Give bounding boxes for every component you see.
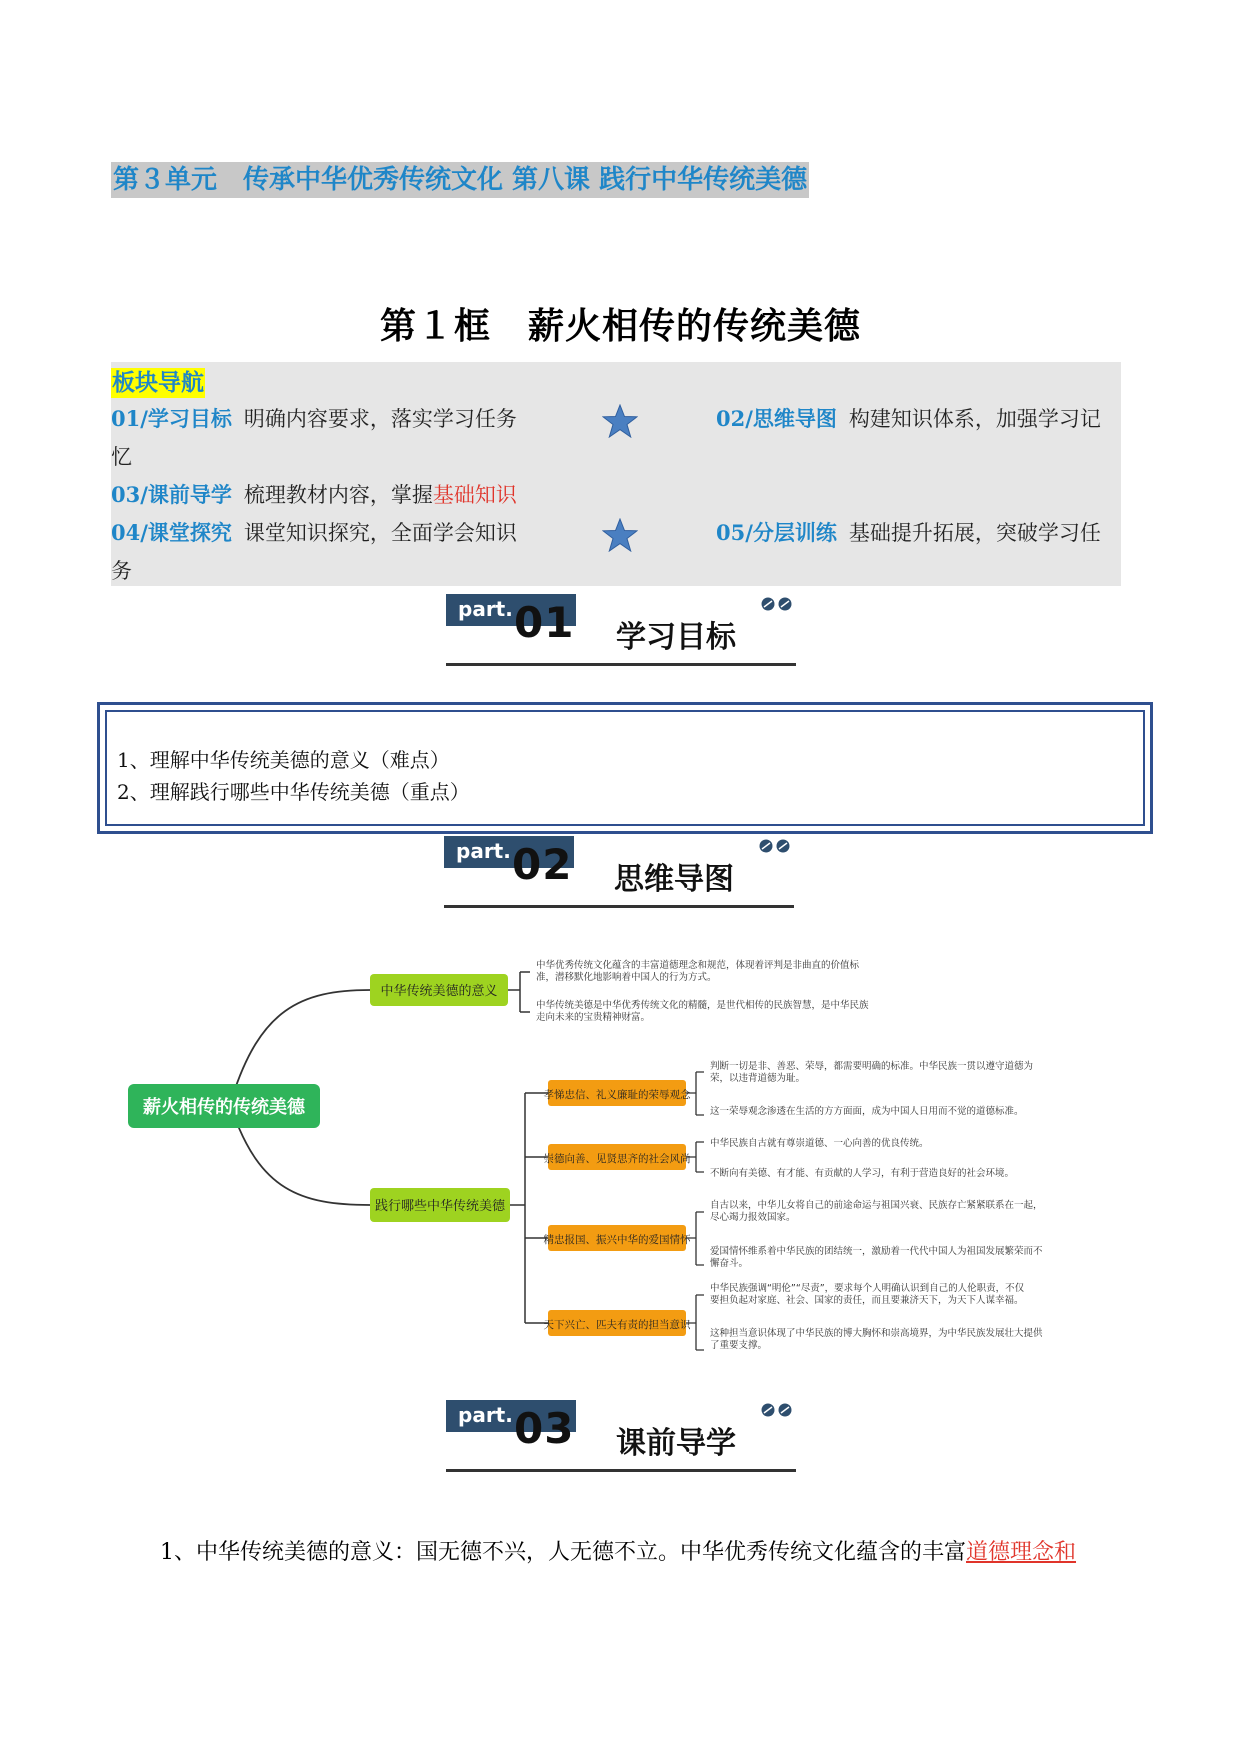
- nav-item-learning-goals[interactable]: [111, 404, 517, 434]
- note-text: 中华优秀传统文化蕴含的丰富道德理念和规范，体现着评判是非曲直的价值标: [536, 960, 860, 971]
- note-text: 要担负起对家庭、社会、国家的责任，而且要兼济天下，为天下人谋幸福。: [710, 1295, 1024, 1306]
- section-navigation: [111, 362, 1121, 586]
- part-01-banner: [446, 594, 796, 666]
- part-03-banner: [446, 1400, 796, 1472]
- goal-item: 1、理解中华传统美德的意义（难点）: [117, 748, 450, 772]
- nav-heading: 板块导航: [112, 369, 204, 396]
- note-text: 这一荣辱观念渗透在生活的方方面面，成为中国人日用而不觉的道德标准。: [710, 1106, 1024, 1117]
- preview-text: 1、中华传统美德的意义：国无德不兴，人无德不立。中华优秀传统文化蕴含的丰富: [160, 1540, 966, 1565]
- nav-desc: 基础提升拓展，突破学习任: [848, 521, 1101, 545]
- preview-highlight: 道德理念和: [966, 1540, 1077, 1565]
- branch-label: 践行哪些中华传统美德: [374, 1199, 506, 1214]
- note-text: 判断一切是非、善恶、荣辱，都需要明确的标准。中华民族一贯以遵守道德为: [710, 1061, 1034, 1072]
- note-text: 走向未来的宝贵精神财富。: [536, 1012, 651, 1023]
- nav-desc: 课堂知识探究，全面学会知识: [243, 521, 517, 545]
- part-title: 思维导图: [614, 862, 734, 897]
- star-icon: [602, 518, 638, 552]
- nav-desc: 梳理教材内容，掌握: [243, 483, 433, 507]
- note-text: 自古以来，中华儿女将自己的前途命运与祖国兴衰、民族存亡紧紧联系在一起，: [710, 1200, 1043, 1211]
- star-icon: [602, 404, 638, 438]
- nav-code: 03/课前导学: [111, 482, 232, 507]
- nav-desc-highlight: 基础知识: [432, 483, 517, 507]
- nav-item-class-inquiry[interactable]: [111, 518, 517, 548]
- note-text: 中华民族强调“明伦”“尽责”，要求每个人明确认识到自己的人伦职责，不仅: [710, 1283, 1025, 1294]
- note-text: 懈奋斗。: [710, 1258, 749, 1269]
- nav-code: 01/学习目标: [111, 406, 232, 431]
- note-text: 准，潜移默化地影响着中国人的行为方式。: [536, 972, 717, 983]
- note-text: 爱国情怀维系着中华民族的团结统一，激励着一代代中国人为祖国发展繁荣而不: [710, 1246, 1043, 1257]
- sub-label: 天下兴亡、匹夫有责的担当意识: [543, 1319, 691, 1331]
- goal-item: 2、理解践行哪些中华传统美德（重点）: [117, 780, 470, 804]
- bracket-line: [686, 1212, 704, 1265]
- root-label: 薪火相传的传统美德: [143, 1097, 305, 1118]
- nav-item-preview[interactable]: [111, 480, 517, 510]
- bracket-line: [686, 1072, 704, 1115]
- bracket-line: [508, 972, 530, 1012]
- nav-wrap-text: 忆: [111, 445, 132, 469]
- bracket-line: [686, 1142, 704, 1172]
- part-underline: [446, 663, 796, 666]
- note-text: 这种担当意识体现了中华民族的博大胸怀和崇高境界，为中华民族发展壮大提供: [710, 1328, 1043, 1339]
- connector-line: [232, 990, 370, 1098]
- note-text: 不断向有美德、有才能、有贡献的人学习，有利于营造良好的社会环境。: [710, 1168, 1015, 1179]
- decorative-dots-icon: [760, 1402, 794, 1418]
- part-02-banner: [444, 836, 794, 908]
- goal-box-inner-border: [105, 710, 1145, 826]
- learning-goals-box: [97, 702, 1153, 834]
- note-text: 尽心竭力报效国家。: [710, 1212, 796, 1223]
- nav-item-layered-training[interactable]: [716, 518, 1101, 548]
- part-underline: [446, 1469, 796, 1472]
- bracket-line: [686, 1295, 704, 1350]
- nav-item-mind-map[interactable]: [716, 404, 1101, 434]
- decorative-dots-icon: [760, 596, 794, 612]
- part-underline: [444, 905, 794, 908]
- note-text: 中华传统美德是中华优秀传统文化的精髓，是世代相传的民族智慧，是中华民族: [536, 1000, 869, 1011]
- part-number: 01: [514, 598, 575, 647]
- part-tab: part.: [444, 836, 574, 868]
- sub-label: 孝悌忠信、礼义廉耻的荣辱观念: [543, 1089, 691, 1101]
- nav-code: 04/课堂探究: [111, 520, 232, 545]
- part-number: 02: [512, 840, 573, 889]
- lesson-title: 第１框 薪火相传的传统美德: [379, 305, 861, 347]
- sub-label: 崇德向善、见贤思齐的社会风尚: [543, 1153, 691, 1165]
- sub-label: 精忠报国、振兴中华的爱国情怀: [543, 1234, 691, 1246]
- note-text: 了重要支撑。: [710, 1340, 768, 1351]
- note-text: 荣，以违背道德为耻。: [710, 1073, 806, 1084]
- part-tab: part.: [446, 594, 576, 626]
- branch-label: 中华传统美德的意义: [380, 984, 498, 999]
- note-text: 中华民族自古就有尊崇道德、一心向善的优良传统。: [710, 1138, 929, 1149]
- part-tab: part.: [446, 1400, 576, 1432]
- part-title: 学习目标: [616, 620, 736, 655]
- nav-desc: 构建知识体系，加强学习记: [848, 407, 1101, 431]
- unit-heading: 第３单元 传承中华优秀传统文化 第八课 践行中华传统美德: [111, 162, 809, 198]
- bracket-line: [510, 1093, 548, 1323]
- part-title: 课前导学: [616, 1426, 736, 1461]
- nav-code: 02/思维导图: [716, 406, 837, 431]
- preview-paragraph: [160, 1536, 1076, 1570]
- mind-map: [120, 950, 1110, 1370]
- nav-code: 05/分层训练: [716, 520, 837, 545]
- nav-wrap-text: 务: [111, 559, 132, 583]
- decorative-dots-icon: [758, 838, 792, 854]
- part-number: 03: [514, 1404, 575, 1453]
- nav-desc: 明确内容要求，落实学习任务: [243, 407, 517, 431]
